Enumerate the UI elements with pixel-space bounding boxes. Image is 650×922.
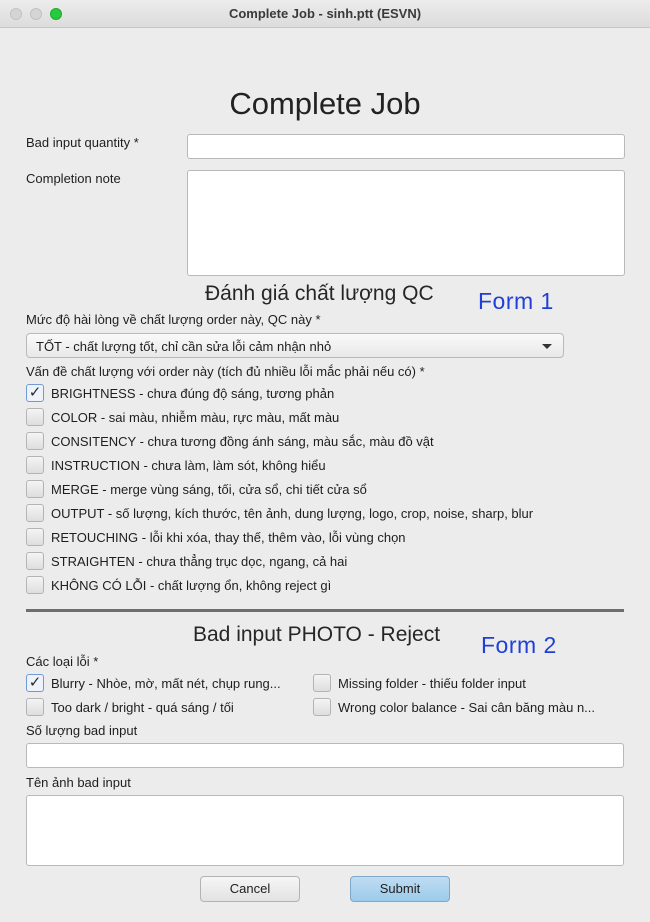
page-title: Complete Job	[229, 86, 421, 121]
issue-straighten-checkbox[interactable]	[26, 552, 44, 570]
satisfaction-selected-value: TỐT - chất lượng tốt, chỉ cần sửa lỗi cảm nhận nhỏ	[36, 339, 332, 354]
bad-input-names-label: Tên ảnh bad input	[26, 775, 131, 790]
form1-tag: Form 1	[478, 288, 554, 314]
cancel-button[interactable]: Cancel	[200, 876, 300, 902]
completion-note-textarea[interactable]	[187, 170, 625, 276]
error-blurry-checkbox[interactable]: ✓	[26, 674, 44, 692]
error-missing-folder-checkbox[interactable]	[313, 674, 331, 692]
bad-input-count-label: Số lượng bad input	[26, 723, 138, 738]
issues-label: Vấn đề chất lượng với order này (tích đủ nhiều lỗi mắc phải nếu có) *	[26, 364, 425, 379]
bad-input-count-input[interactable]	[26, 743, 624, 768]
issue-color[interactable]	[26, 408, 339, 426]
issue-instruction-checkbox[interactable]	[26, 456, 44, 474]
issue-consistency-label: CONSITENCY - chưa tương đồng ánh sáng, màu sắc, màu đồ vật	[51, 433, 434, 449]
bad-input-section-title: Bad input PHOTO - Reject	[193, 623, 441, 646]
completion-note-label: Completion note	[26, 171, 121, 186]
error-types-label: Các loại lỗi *	[26, 654, 99, 669]
form2-tag: Form 2	[481, 632, 557, 658]
section-divider	[26, 609, 624, 612]
issue-merge-label: MERGE - merge vùng sáng, tối, cửa sổ, chi tiết cửa sổ	[51, 481, 367, 497]
issue-output[interactable]	[26, 504, 533, 522]
bad-input-quantity-label: Bad input quantity *	[26, 135, 139, 150]
issue-brightness[interactable]	[26, 384, 334, 402]
error-blurry-label: Blurry - Nhòe, mờ, mất nét, chụp rung...	[51, 675, 281, 691]
issue-instruction-label: INSTRUCTION - chưa làm, làm sót, không hiểu	[51, 457, 326, 473]
issue-color-label: COLOR - sai màu, nhiễm màu, rực màu, mất màu	[51, 409, 340, 425]
issue-color-checkbox[interactable]	[26, 408, 44, 426]
error-missing-folder[interactable]	[313, 674, 526, 692]
issue-brightness-checkbox[interactable]: ✓	[26, 384, 44, 402]
issue-merge[interactable]	[26, 480, 367, 498]
error-wrong-color-balance[interactable]	[313, 698, 595, 716]
error-too-dark-bright[interactable]	[26, 698, 234, 716]
error-blurry[interactable]	[26, 674, 281, 692]
issue-retouching-label: RETOUCHING - lỗi khi xóa, thay thế, thêm vào, lỗi vùng chọn	[51, 529, 406, 545]
issue-consistency-checkbox[interactable]	[26, 432, 44, 450]
issue-no-error[interactable]	[26, 576, 331, 594]
chevron-down-icon	[542, 344, 552, 349]
issue-brightness-label: BRIGHTNESS - chưa đúng độ sáng, tương phản	[51, 385, 335, 401]
issue-consistency[interactable]	[26, 432, 434, 450]
bad-input-quantity-input[interactable]	[187, 134, 625, 159]
issue-retouching[interactable]	[26, 528, 406, 546]
error-wrong-color-balance-checkbox[interactable]	[313, 698, 331, 716]
issue-merge-checkbox[interactable]	[26, 480, 44, 498]
qc-section-title: Đánh giá chất lượng QC	[205, 282, 434, 305]
error-wrong-color-balance-label: Wrong color balance - Sai cân băng màu n...	[338, 699, 596, 715]
issue-retouching-checkbox[interactable]	[26, 528, 44, 546]
issue-output-checkbox[interactable]	[26, 504, 44, 522]
issue-no-error-label: KHÔNG CÓ LỖI - chất lượng ổn, không reject gì	[51, 577, 332, 593]
satisfaction-select[interactable]	[26, 333, 564, 358]
satisfaction-label: Mức độ hài lòng về chất lượng order này, QC này *	[26, 312, 321, 327]
issue-no-error-checkbox[interactable]	[26, 576, 44, 594]
window-title: Complete Job - sinh.ptt (ESVN)	[228, 6, 422, 21]
issue-straighten-label: STRAIGHTEN - chưa thẳng trục dọc, ngang, cả hai	[51, 553, 348, 569]
error-too-dark-bright-checkbox[interactable]	[26, 698, 44, 716]
issue-output-label: OUTPUT - số lượng, kích thước, tên ảnh, dung lượng, logo, crop, noise, sharp, blur	[51, 505, 534, 521]
submit-button[interactable]: Submit	[350, 876, 450, 902]
issue-instruction[interactable]	[26, 456, 326, 474]
window-titlebar	[0, 0, 650, 28]
issue-straighten[interactable]	[26, 552, 347, 570]
error-missing-folder-label: Missing folder - thiếu folder input	[338, 675, 526, 691]
error-too-dark-bright-label: Too dark / bright - quá sáng / tối	[51, 699, 234, 715]
bad-input-names-textarea[interactable]	[26, 795, 624, 866]
